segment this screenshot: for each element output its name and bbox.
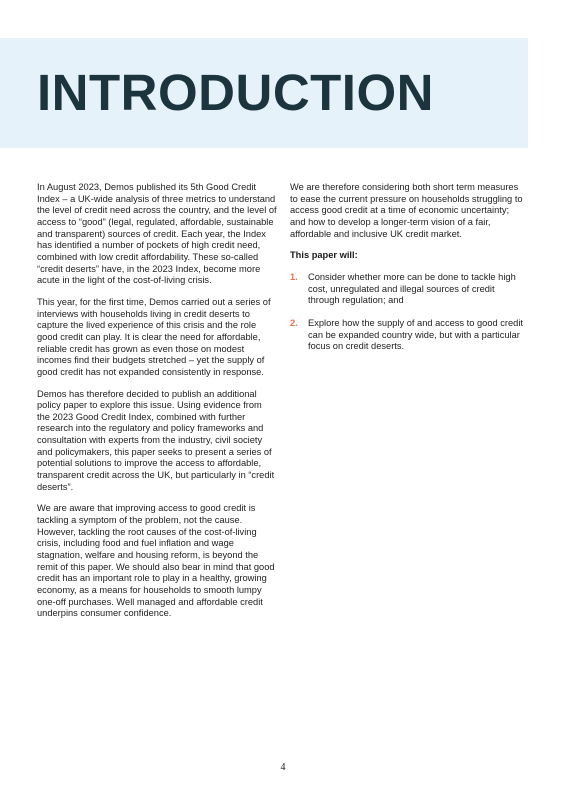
right-column — [290, 182, 525, 364]
paragraph: This year, for the first time, Demos carried out a series of interviews with households living in credit deserts to capture the lived experience of this crisis and the role good credit can play. It is clear the need for affordable, reliable credit has grown as even those on modest incomes find their budgets stretched – yet the supply of good credit has not expanded consistently in response. — [37, 296, 271, 377]
aims-list — [290, 272, 525, 353]
page-title: INTRODUCTION — [37, 64, 434, 121]
list-heading: This paper will: — [290, 250, 358, 261]
page-number: 4 — [280, 762, 286, 773]
intro-paragraph: We are therefore considering both short term measures to ease the current pressure on households struggling to access good credit at a time of economic uncertainty; and how to develop a longer-term vision of a fair, affordable and inclusive UK credit market. — [290, 182, 523, 239]
list-item — [290, 318, 525, 353]
paragraph: Demos has therefore decided to publish an additional policy paper to explore this issue. Using evidence from the 2023 Good Credit Index, combined with further research into the regulatory and policy frameworks and consultation with experts from the industry, civil society and policymakers, this paper seeks to present a series of potential solutions to improve the access to affordable, transparent credit across the UK, but particularly in “credit deserts”. — [37, 388, 275, 492]
list-item — [290, 272, 525, 307]
paragraph: We are aware that improving access to good credit is tackling a symptom of the problem, not the cause. However, tackling the root causes of the cost-of-living crisis, including food and fuel inflation and wage stagnation, welfare and housing reform, is beyond the remit of this paper. We should also bear in mind that good credit has an important role to play in a healthy, growing economy, as a means for households to smooth lumpy one-off purchases. Well managed and affordable credit underpins consumer confidence. — [37, 503, 275, 619]
list-item-text: Explore how the supply of and access to good credit can be expanded country wide, but with a particular focus on credit deserts. — [308, 317, 523, 352]
list-item-text: Consider whether more can be done to tackle high cost, unregulated and illegal sources of credit through regulation; and — [308, 271, 516, 306]
list-number: 2. — [290, 317, 298, 328]
paragraph: In August 2023, Demos published its 5th Good Credit Index – a UK-wide analysis of three metrics to understand the level of credit need across the country, and the level of access to “good” (legal, regulated, affordable, sustainable and transparent) sources of credit. Each year, the Index has identified a number of pockets of high credit need, combined with low credit affordability. These so-called “credit deserts” have, in the 2023 Index, become more acute in the light of the cost-of-living crisis. — [37, 182, 277, 286]
left-column — [37, 182, 277, 630]
list-number: 1. — [290, 271, 298, 282]
